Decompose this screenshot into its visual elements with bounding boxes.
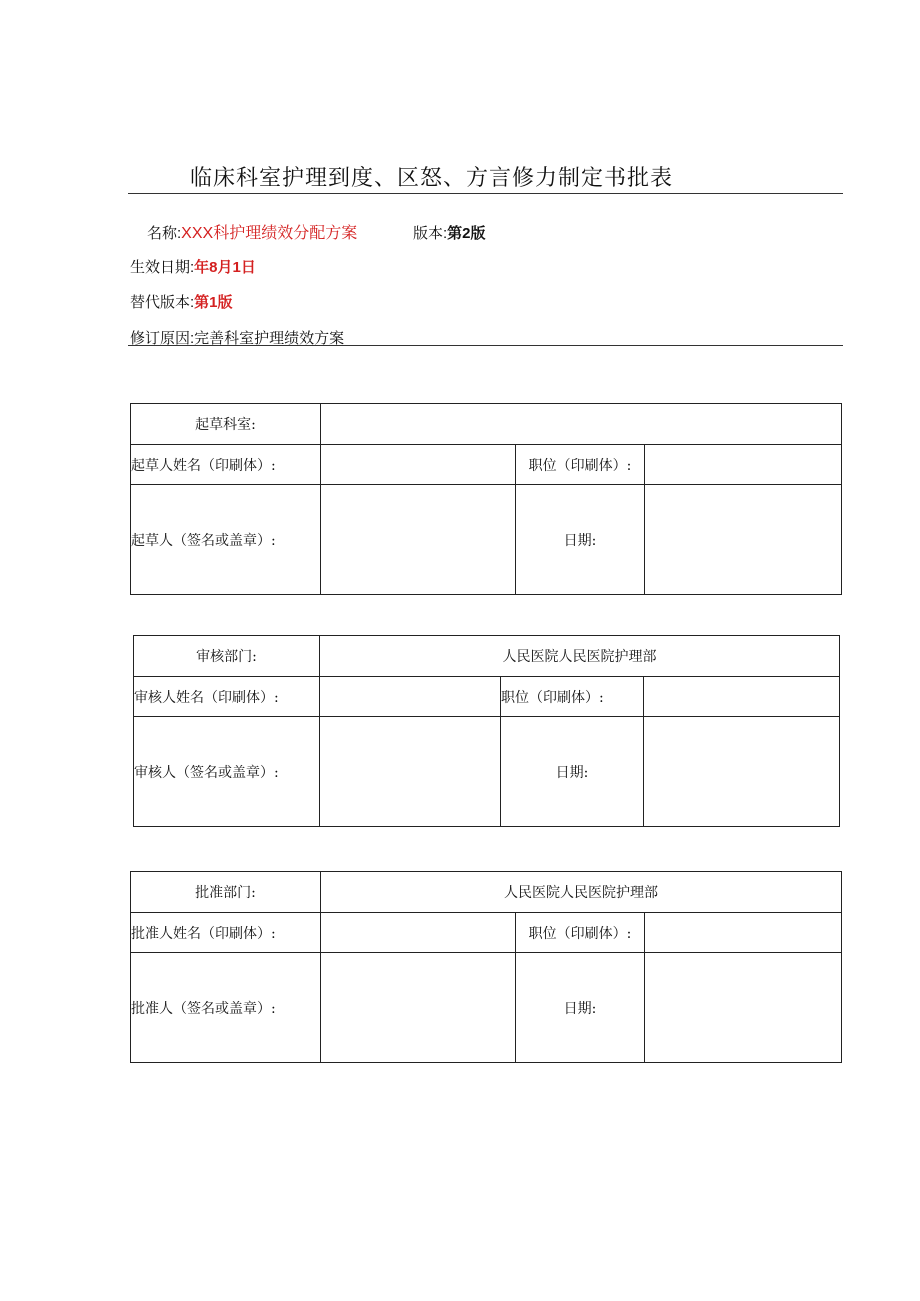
- replaced-version-row: [130, 291, 233, 312]
- review-dept-value[interactable]: 人民医院人民医院护理部: [320, 636, 840, 677]
- approval-position-label: 职位（印刷体）:: [516, 913, 645, 953]
- name-value: XXX科护理绩效分配方案: [181, 225, 358, 242]
- draft-date-label: 日期:: [516, 485, 645, 595]
- approval-date-field[interactable]: [645, 953, 842, 1063]
- effective-date-row: [130, 256, 256, 277]
- draft-date-field[interactable]: [645, 485, 842, 595]
- approval-table: [130, 871, 842, 1063]
- name-row: [147, 220, 357, 243]
- draft-sign-label: 起草人（签名或盖章）:: [131, 485, 321, 595]
- review-position-label: 职位（印刷体）:: [501, 677, 644, 717]
- approval-dept-label: 批准部门:: [131, 872, 321, 913]
- approval-name-field[interactable]: [321, 913, 516, 953]
- approval-position-field[interactable]: [645, 913, 842, 953]
- replaced-version-label: 替代版本:: [130, 294, 195, 311]
- review-name-field[interactable]: [320, 677, 501, 717]
- version-label: 版本:: [413, 225, 448, 242]
- name-label: 名称:: [147, 225, 182, 242]
- draft-table: [130, 403, 842, 595]
- replaced-version-value: 第1版: [194, 294, 233, 311]
- version-row: [413, 222, 486, 243]
- review-position-field[interactable]: [644, 677, 840, 717]
- approval-sign-label: 批准人（签名或盖章）:: [131, 953, 321, 1063]
- review-sign-field[interactable]: [320, 717, 501, 827]
- review-name-label: 审核人姓名（印刷体）:: [134, 677, 320, 717]
- revision-reason-value: 完善科室护理绩效方案: [194, 330, 345, 347]
- draft-name-label: 起草人姓名（印刷体）:: [131, 445, 321, 485]
- effective-date-label: 生效日期:: [130, 259, 195, 276]
- revision-reason-label: 修订原因:: [130, 330, 195, 347]
- review-date-field[interactable]: [644, 717, 840, 827]
- draft-name-field[interactable]: [321, 445, 516, 485]
- document-title: 临床科室护理到度、区怒、方言修力制定书批表: [190, 166, 674, 191]
- effective-date-value: 年8月1日: [194, 259, 256, 276]
- draft-sign-field[interactable]: [321, 485, 516, 595]
- version-value: 第2版: [447, 225, 486, 242]
- title-rule: [128, 193, 843, 194]
- approval-dept-value[interactable]: 人民医院人民医院护理部: [321, 872, 842, 913]
- draft-dept-label: 起草科室:: [131, 404, 321, 445]
- review-date-label: 日期:: [501, 717, 644, 827]
- review-dept-label: 审核部门:: [134, 636, 320, 677]
- approval-sign-field[interactable]: [321, 953, 516, 1063]
- approval-date-label: 日期:: [516, 953, 645, 1063]
- header-bottom-rule: [128, 345, 843, 346]
- review-sign-label: 审核人（签名或盖章）:: [134, 717, 320, 827]
- approval-name-label: 批准人姓名（印刷体）:: [131, 913, 321, 953]
- review-table: [133, 635, 840, 827]
- draft-dept-value[interactable]: [321, 404, 842, 445]
- draft-position-field[interactable]: [645, 445, 842, 485]
- draft-position-label: 职位（印刷体）:: [516, 445, 645, 485]
